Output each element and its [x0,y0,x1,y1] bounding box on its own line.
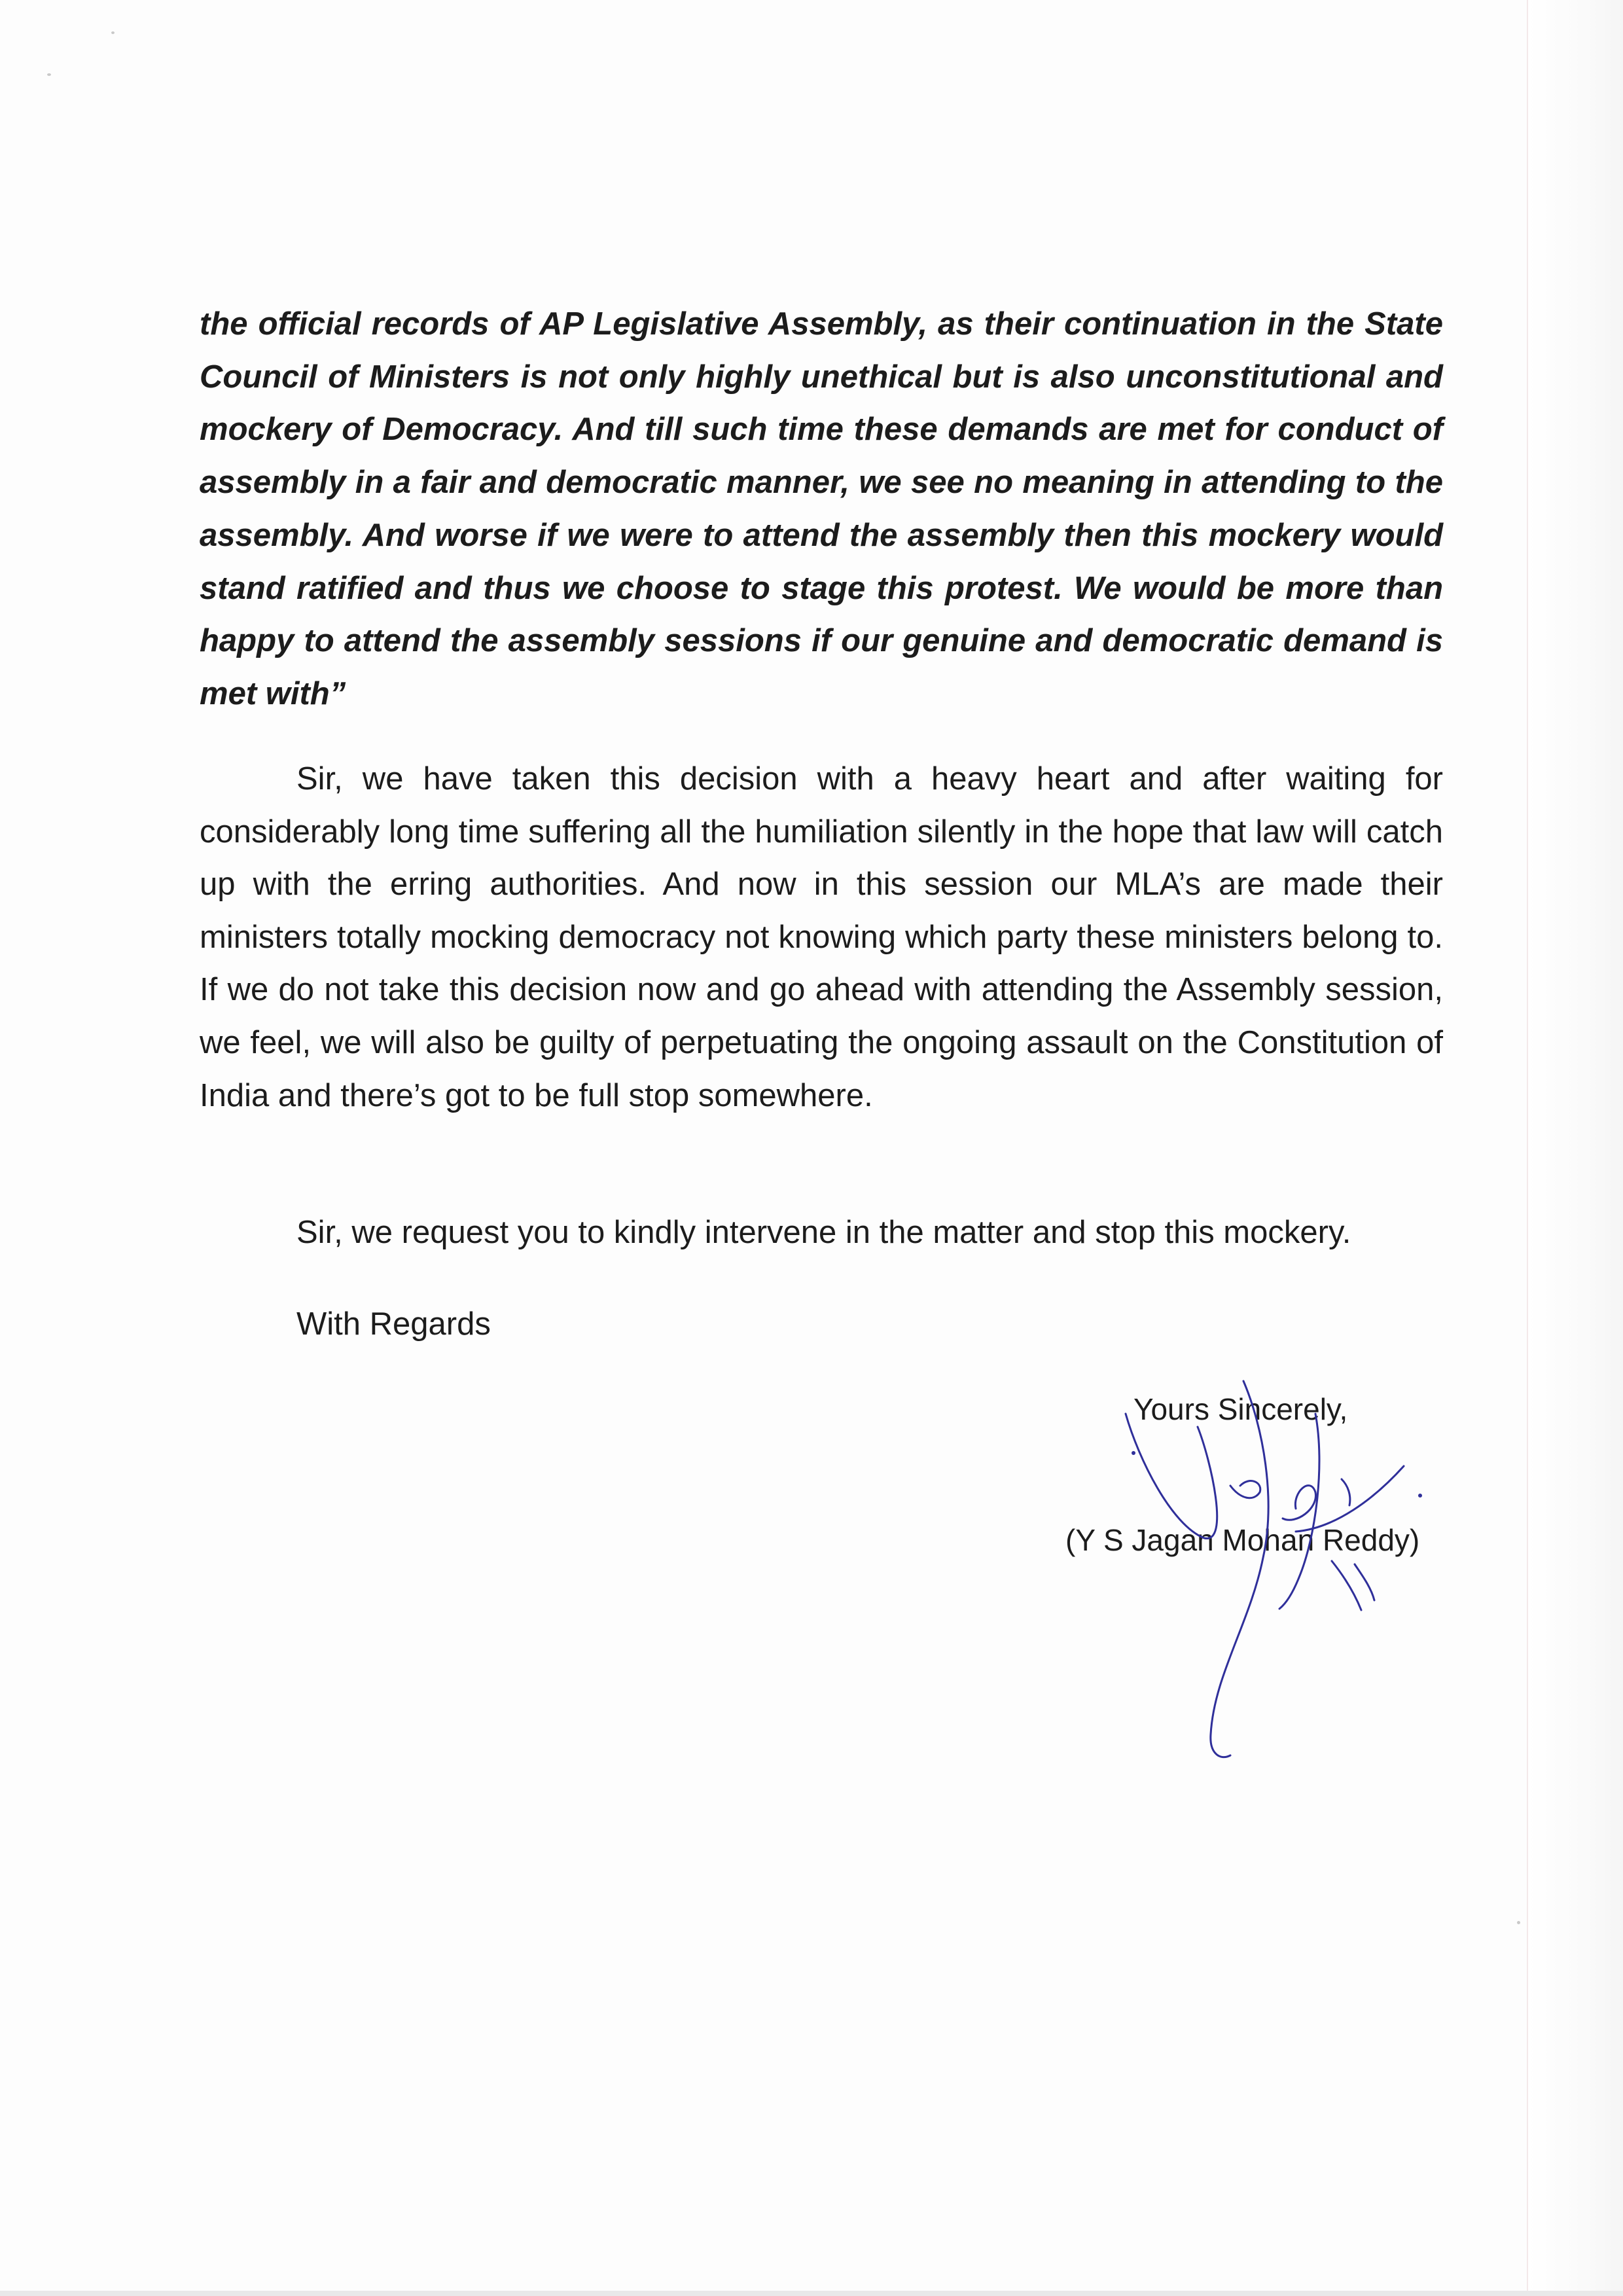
body-paragraph-request: Sir, we request you to kindly intervene in the matter and stop this mockery. [296,1215,1351,1250]
scan-speck [111,31,115,34]
regards-line: With Regards [296,1306,491,1342]
handwritten-signature-icon [1099,1368,1453,1761]
body-paragraph-decision: Sir, we have taken this decision with a heavy heart and after waiting for considerably long time suffering all the humiliation silently in the hope that law will catch up with the erring authorities. And now in this session our MLA’s are made their ministers totally mocking democracy not knowing which party these ministers belong to. If we do not take this decision now and go ahead with attending the Assembly session, we feel, we will also be guilty of perpetuating the ongoing assault on the Constitution of India and there’s got to be full stop somewhere. [200,761,1443,1113]
closing-line: Yours Sincerely, [1133,1392,1348,1426]
scan-speck [47,73,51,76]
signatory-name: (Y S Jagan Mohan Reddy) [1065,1523,1420,1557]
scan-speck [1517,1921,1520,1924]
page-edge-shadow [1527,0,1623,2296]
continuation-quote: the official records of AP Legislative Assembly, as their continuation in the State Council of Ministers is not only highly unethical but is also unconstitutional and mockery of Democracy. And till such time these demands are met for conduct of assembly in a fair and democratic manner, we see no meaning in attending to the assembly. And worse if we were to attend the assembly then this mockery would stand ratified and thus we choose to stage this protest. We would be more than happy to attend the assembly sessions if our genuine and democratic demand is met with” [200,306,1443,711]
page-bottom-edge [0,2291,1623,2296]
